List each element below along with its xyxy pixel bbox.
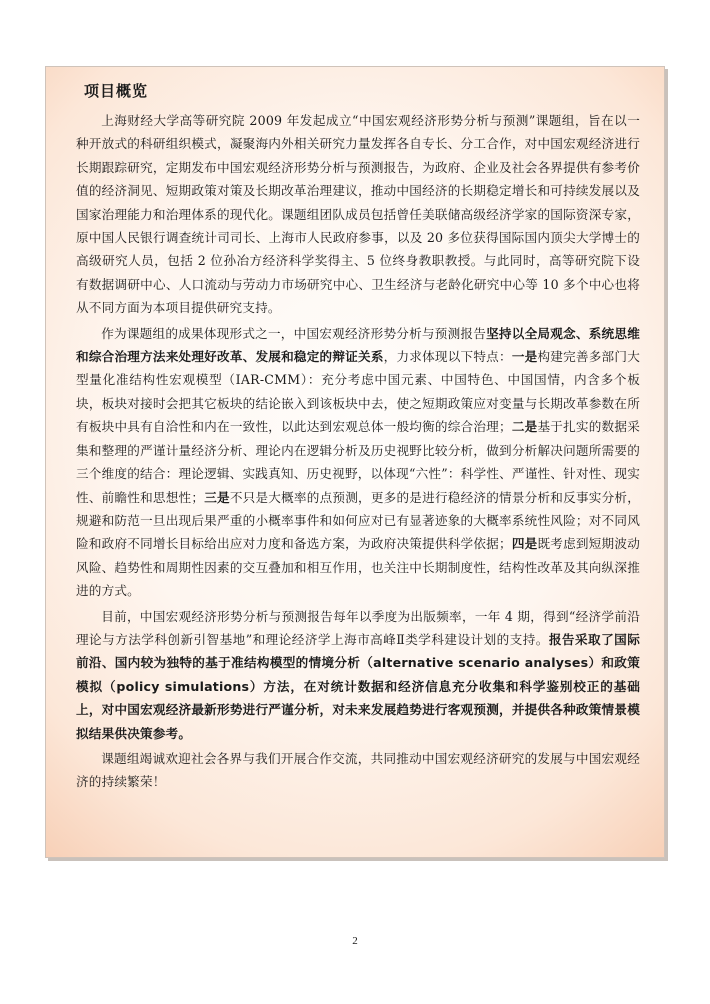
features-text-2: ，力求体现以下特点： — [383, 349, 512, 365]
features-text-5: 不只是大概率的点预测，更多的是进行稳经济的情景分析和反事实分析，规避和防范一旦出现后果严重的小概率事件和如何应对已有显著迹象的大概率系统性风险；对不同风险和政府不同增长目标给出应对力度和备选方案，为政府决策提供科学依据； — [76, 489, 641, 552]
features-text-3: 构建完善多部门大型量化准结构性宏观模型（IAR-CMM）：充分考虑中国元素、中国特色、中国国情，内含多个板块，板块对接时会把其它板块的结论嵌入到该板块中去，使之短期政策应对变量与长期改革参数在所有板块中具有自洽性和内在一致性，以此达到宏观总体一般均衡的综合治理； — [76, 349, 640, 435]
publication-text: 目前，中国宏观经济形势分析与预测报告每年以季度为出版频率，一年 4 期，得到“经济学前沿理论与方法学科创新引智基地”和理论经济学上海市高峰Ⅱ类学科建设计划的支持。 — [76, 608, 640, 647]
features-bold-first: 一是 — [511, 349, 538, 365]
page-number: 2 — [352, 935, 358, 947]
features-text-6: 既考虑到短期波动风险、趋势性和周期性因素的交互叠加和相互作用，也关注中长期制度性，结构性改革及其向纵深推进的方式。 — [76, 536, 640, 599]
features-text-1: 作为课题组的成果体现形式之一，中国宏观经济形势分析与预测报告 — [101, 325, 487, 341]
paragraph-publication — [76, 605, 640, 745]
features-text-4: 基于扎实的数据采集和整理的严谨计量经济分析、理论内在逻辑分析及历史视野比较分析，做到分析解决问题所需要的三个维度的结合：理论逻辑、实践真知、历史视野，以体现“六性”：科学性、严谨性、针对性、现实性、前瞻性和思想性； — [76, 419, 640, 505]
features-bold-fourth: 四是 — [511, 536, 538, 552]
section-title: 项目概览 — [84, 82, 149, 100]
features-bold-second: 二是 — [511, 419, 538, 435]
paragraph-closing: 课题组竭诚欢迎社会各界与我们开展合作交流，共同推动中国宏观经济研究的发展与中国宏观经济的持续繁荣！ — [76, 750, 640, 790]
publication-bold-methods: 报告采取了国际前沿、国内较为独特的基于准结构模型的情境分析（alternative scenario analyses）和政策模拟（policy simulations）方法，在对统计数据和经济信息充分收集和科学鉴别校正的基础上，对中国宏观经济最新形势进行严谨分析，对未来发展趋势进行客观预测，并提供各种政策情景模拟结果供决策参考。 — [76, 631, 641, 741]
features-bold-third: 三是 — [204, 489, 230, 505]
paragraph-features — [76, 322, 640, 603]
project-overview-box — [45, 66, 665, 858]
paragraph-intro: 上海财经大学高等研究院 2009 年发起成立“中国宏观经济形势分析与预测”课题组，旨在以一种开放式的科研组织模式，凝聚海内外相关研究力量发挥各自专长、分工合作，对中国宏观经济进行长期跟踪研究，定期发布中国宏观经济形势分析与预测报告，为政府、企业及社会各界提供有参考价值的经济洞见、短期政策对策及长期改革治理建议，推动中国经济的长期稳定增长和可持续发展以及国家治理能力和治理体系的现代化。课题组团队成员包括曾任美联储高级经济学家的国际资深专家，原中国人民银行调查统计司司长、上海市人民政府参事，以及 20 多位获得国际国内顶尖大学博士的高级研究人员，包括 2 位孙冶方经济科学奖得主、5 位终身教职教授。与此同时，高等研究院下设有数据调研中心、人口流动与劳动力市场研究中心、卫生经济与老龄化研究中心等 10 多个中心也将从不同方面为本项目提供研究支持。 — [76, 113, 640, 316]
features-bold-principle: 坚持以全局观念、系统思维和综合治理方法来处理好改革、发展和稳定的辩证关系 — [76, 325, 640, 365]
